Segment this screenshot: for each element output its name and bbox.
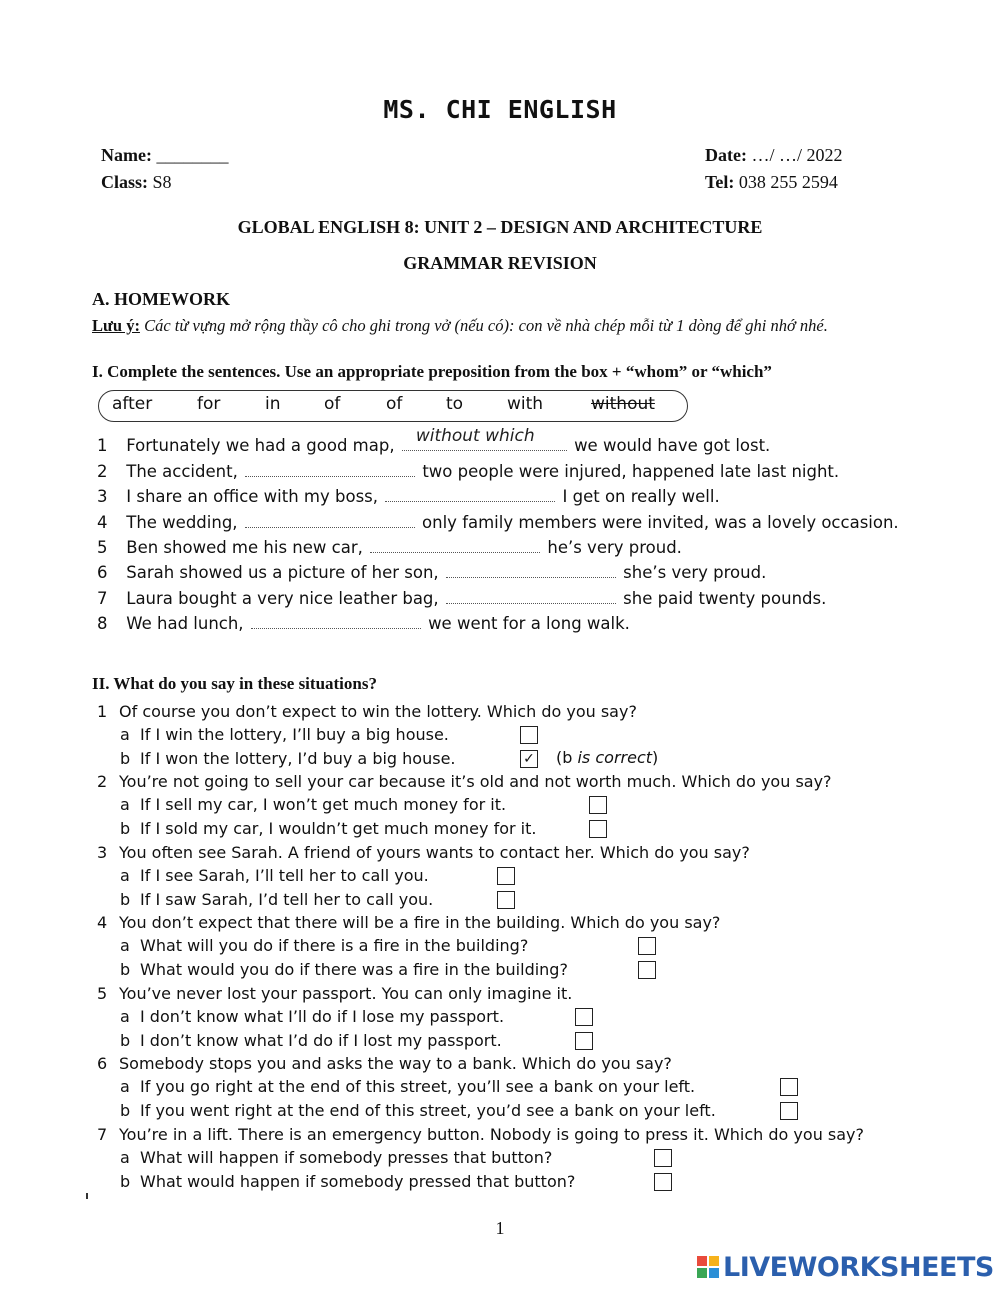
sentence-number: 7 [97, 589, 108, 608]
remark-open: (b [556, 748, 578, 767]
sentence-row [97, 589, 826, 608]
word-box-item: in [265, 394, 281, 414]
question-row [97, 1125, 864, 1144]
note-label: Lưu ý: [92, 316, 140, 335]
question-text: Somebody stops you and asks the way to a bank. Which do you say? [119, 1054, 672, 1073]
option-text: If you go right at the end of this street, you’ll see a bank on your left. [140, 1077, 696, 1096]
stray-mark [86, 1193, 88, 1199]
example-remark [556, 748, 658, 767]
checkbox-1a[interactable] [520, 726, 538, 744]
date-value: …/ …/ 2022 [751, 145, 843, 165]
option-a [120, 1077, 695, 1096]
option-b [120, 1172, 575, 1191]
checkbox-3a[interactable] [497, 867, 515, 885]
option-a [120, 1148, 552, 1167]
option-letter: b [120, 1031, 131, 1050]
checkbox-4a[interactable] [638, 937, 656, 955]
option-a [120, 936, 528, 955]
option-letter: b [120, 819, 131, 838]
question-number: 2 [97, 772, 108, 791]
option-text: If I win the lottery, I’ll buy a big house. [140, 725, 449, 744]
checkbox-2a[interactable] [589, 796, 607, 814]
option-b [120, 1101, 716, 1120]
checkbox-4b[interactable] [638, 961, 656, 979]
checkbox-7a[interactable] [654, 1149, 672, 1167]
checkbox-6a[interactable] [780, 1078, 798, 1096]
class-value: S8 [152, 172, 172, 192]
answer-blank[interactable] [245, 513, 415, 528]
sentence-before: The accident, [126, 462, 238, 481]
sentence-row [97, 426, 771, 455]
option-text: If you went right at the end of this street, you’d see a bank on your left. [140, 1101, 716, 1120]
option-text: If I saw Sarah, I’d tell her to call you. [140, 890, 434, 909]
word-box-item: for [197, 394, 221, 414]
question-number: 6 [97, 1054, 108, 1073]
option-a [120, 1007, 504, 1026]
question-number: 4 [97, 913, 108, 932]
option-letter: b [120, 890, 131, 909]
option-text: What would you do if there was a fire in the building? [140, 960, 568, 979]
remark-italic: is correct [577, 748, 653, 767]
handwritten-answer: without which [415, 426, 535, 446]
question-row [97, 1054, 672, 1073]
answer-blank[interactable] [446, 563, 616, 578]
logo-blocks-icon [697, 1256, 719, 1278]
homework-note [92, 315, 942, 337]
question-text: You don’t expect that there will be a fire in the building. Which do you say? [119, 913, 721, 932]
option-text: What will happen if somebody presses that button? [140, 1148, 553, 1167]
option-text: I don’t know what I’ll do if I lose my passport. [140, 1007, 505, 1026]
word-box-item: after [112, 394, 153, 414]
section-title: GRAMMAR REVISION [403, 253, 597, 273]
tel-field [705, 172, 838, 193]
sentence-after: we went for a long walk. [428, 614, 630, 633]
checkbox-5a[interactable] [575, 1008, 593, 1026]
word-box-item: of [386, 394, 403, 414]
remark-close: ) [652, 748, 659, 767]
option-text: What will you do if there is a fire in the building? [140, 936, 529, 955]
word-box-item: with [507, 394, 544, 414]
class-field [101, 172, 172, 193]
option-b [120, 1031, 502, 1050]
question-number: 7 [97, 1125, 108, 1144]
name-value: ________ [156, 145, 229, 165]
sentence-before: We had lunch, [126, 614, 244, 633]
sentence-row [97, 563, 766, 582]
option-b [120, 819, 536, 838]
sentence-before: Laura bought a very nice leather bag, [126, 589, 439, 608]
question-row [97, 843, 750, 862]
word-box-item: of [324, 394, 341, 414]
sentence-row [97, 513, 899, 532]
option-letter: a [120, 936, 130, 955]
sentence-number: 5 [97, 538, 108, 557]
document-title: MS. CHI ENGLISH [383, 95, 617, 124]
checkbox-5b[interactable] [575, 1032, 593, 1050]
sentence-after: she’s very proud. [623, 563, 767, 582]
question-text: You often see Sarah. A friend of yours wants to contact her. Which do you say? [119, 843, 750, 862]
exercise-2-instruction: II. What do you say in these situations? [92, 674, 377, 693]
tel-label: Tel: [705, 172, 735, 192]
option-letter: a [120, 1007, 130, 1026]
option-text: If I won the lottery, I’d buy a big house. [140, 749, 456, 768]
name-label: Name: [101, 145, 152, 165]
question-row [97, 984, 572, 1003]
course-title: GLOBAL ENGLISH 8: UNIT 2 – DESIGN AND ARCHITECTURE [237, 217, 763, 237]
sentence-after: I get on really well. [562, 487, 720, 506]
question-row [97, 772, 832, 791]
sentence-before: The wedding, [126, 513, 238, 532]
option-letter: a [120, 1148, 130, 1167]
sentence-row [97, 614, 630, 633]
sentence-number: 3 [97, 487, 108, 506]
question-number: 5 [97, 984, 108, 1003]
class-label: Class: [101, 172, 149, 192]
question-number: 1 [97, 702, 108, 721]
sentence-after: he’s very proud. [547, 538, 682, 557]
question-text: You’ve never lost your passport. You can only imagine it. [119, 984, 573, 1003]
sentence-number: 8 [97, 614, 108, 633]
sentence-before: Sarah showed us a picture of her son, [126, 563, 439, 582]
sentence-before: Ben showed me his new car, [126, 538, 363, 557]
answer-blank[interactable] [446, 589, 616, 604]
option-text: If I sold my car, I wouldn’t get much money for it. [140, 819, 537, 838]
tel-value: 038 255 2594 [738, 172, 838, 192]
option-letter: b [120, 1172, 131, 1191]
sentence-after: we would have got lost. [574, 436, 771, 455]
option-letter: a [120, 725, 130, 744]
option-b [120, 890, 433, 909]
logo-text: LIVEWORKSHEETS [723, 1251, 994, 1283]
sentence-number: 1 [97, 436, 108, 455]
question-text: You’re not going to sell your car because it’s old and not worth much. Which do you say? [119, 772, 832, 791]
checkbox-7b[interactable] [654, 1173, 672, 1191]
option-letter: b [120, 960, 131, 979]
sentence-before: I share an office with my boss, [126, 487, 379, 506]
sentence-after: only family members were invited, was a lovely occasion. [422, 513, 899, 532]
sentence-row [97, 538, 682, 557]
name-field [101, 145, 228, 166]
checkbox-6b[interactable] [780, 1102, 798, 1120]
option-a [120, 725, 449, 744]
option-text: If I sell my car, I won’t get much money for it. [140, 795, 507, 814]
question-text: You’re in a lift. There is an emergency button. Nobody is going to press it. Which do you say? [119, 1125, 865, 1144]
question-number: 3 [97, 843, 108, 862]
section-a-heading: A. HOMEWORK [92, 289, 230, 309]
option-letter: a [120, 795, 130, 814]
option-b [120, 749, 456, 768]
word-box-item-used: without [591, 394, 655, 414]
sentence-row [97, 487, 720, 506]
option-text: I don’t know what I’d do if I lost my passport. [140, 1031, 502, 1050]
sentence-after: two people were injured, happened late last night. [422, 462, 840, 481]
sentence-after: she paid twenty pounds. [623, 589, 827, 608]
option-letter: b [120, 749, 131, 768]
option-text: What would happen if somebody pressed that button? [140, 1172, 576, 1191]
answer-blank[interactable] [245, 462, 415, 477]
sentence-number: 2 [97, 462, 108, 481]
answer-blank[interactable] [385, 487, 555, 502]
answer-blank[interactable] [370, 538, 540, 553]
checkbox-2b[interactable] [589, 820, 607, 838]
date-label: Date: [705, 145, 747, 165]
option-b [120, 960, 568, 979]
word-box [98, 390, 688, 422]
exercise-1-instruction: I. Complete the sentences. Use an appropriate preposition from the box + “whom” or “which” [92, 362, 772, 381]
option-letter: b [120, 1101, 131, 1120]
question-row [97, 702, 637, 721]
option-letter: a [120, 866, 130, 885]
option-a [120, 795, 506, 814]
liveworksheets-logo[interactable] [697, 1252, 994, 1282]
option-a [120, 866, 429, 885]
word-box-item: to [446, 394, 464, 414]
option-letter: a [120, 1077, 130, 1096]
date-field [705, 145, 843, 166]
sentence-before: Fortunately we had a good map, [126, 436, 395, 455]
checkbox-3b[interactable] [497, 891, 515, 909]
sentence-number: 6 [97, 563, 108, 582]
option-text: If I see Sarah, I’ll tell her to call you. [140, 866, 429, 885]
question-text: Of course you don’t expect to win the lottery. Which do you say? [119, 702, 637, 721]
page-number: 1 [495, 1218, 505, 1238]
sentence-row [97, 462, 839, 481]
note-text: Các từ vựng mở rộng thầy cô cho ghi trong vở (nếu có): con về nhà chép mỗi từ 1 dòng để ghi nhớ nhé. [144, 316, 828, 335]
answer-blank[interactable] [402, 426, 567, 451]
question-row [97, 913, 720, 932]
sentence-number: 4 [97, 513, 108, 532]
answer-blank[interactable] [251, 614, 421, 629]
checkbox-1b-checked[interactable]: ✓ [520, 750, 538, 768]
